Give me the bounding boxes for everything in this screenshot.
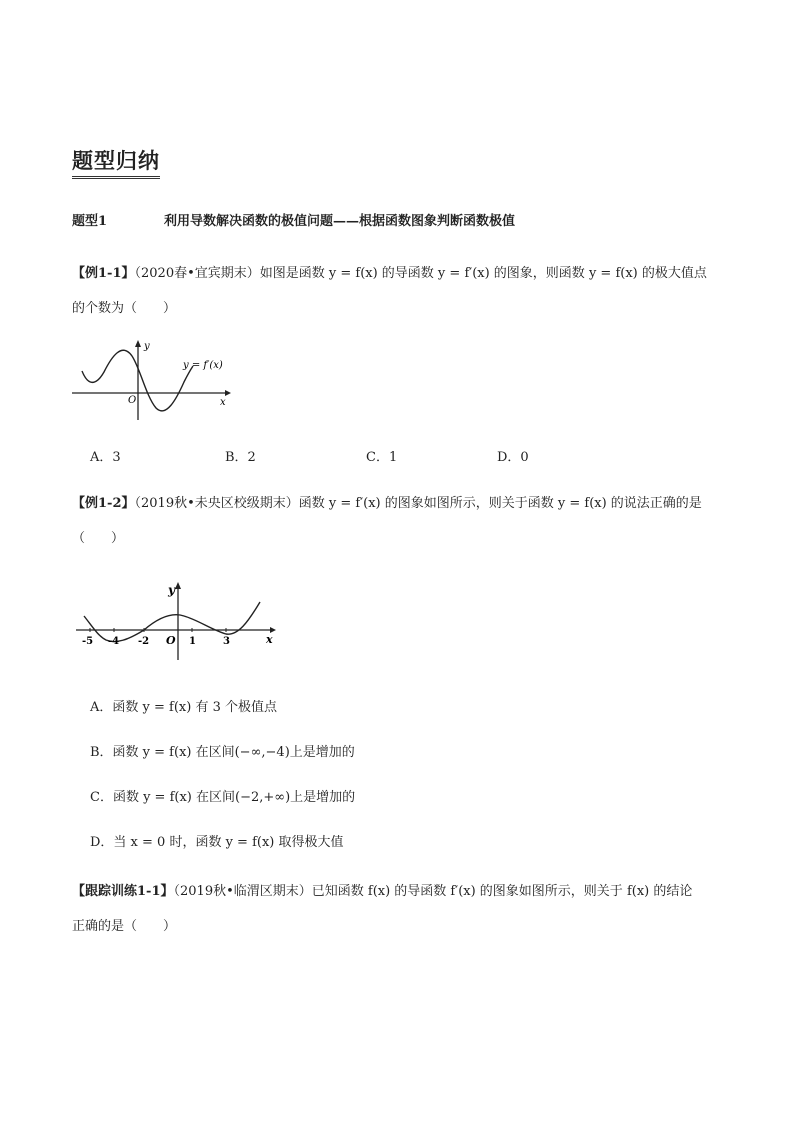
q1-stem-line1: [72, 261, 732, 287]
q2-tag: 【例1-2】: [72, 496, 135, 511]
q1-tag: 【例1-1】: [72, 266, 135, 281]
topic-text: 利用导数解决函数的极值问题——根据函数图象判断函数极值: [164, 214, 516, 229]
q1-origin-label: O: [128, 395, 137, 406]
q1-x-label: x: [220, 397, 226, 408]
q2-origin-label: O: [166, 634, 176, 647]
q2-tick-3: 3: [223, 636, 230, 647]
q2-tick-neg2: -2: [138, 636, 150, 647]
q3-tag: 【跟踪训练1-1】: [72, 884, 174, 899]
q1-option-c[interactable]: C．1: [366, 450, 398, 465]
q2-y-arrow: [175, 582, 181, 589]
q1-y-label: y: [144, 341, 150, 352]
q2-option-b[interactable]: B．函数 y = f(x) 在区间(−∞,−4)上是增加的: [90, 745, 355, 760]
q3-stem-line1: [72, 879, 732, 905]
q2-graph: [74, 578, 284, 663]
q2-option-a[interactable]: A．函数 y = f(x) 有 3 个极值点: [90, 700, 277, 715]
section-title: 题型归纳: [72, 148, 160, 179]
q3-text-line1: （2019秋•临渭区期末）已知函数 f(x) 的导函数 f′(x) 的图象如图所示，则关于 f(x) 的结论: [173, 884, 693, 899]
q1-option-b[interactable]: B．2: [225, 450, 256, 465]
q2-stem-line1: [72, 491, 732, 517]
q2-stem-line2: （ ）: [72, 531, 125, 546]
q1-graph: [70, 338, 235, 423]
q3-stem-line2: 正确的是（ ）: [72, 919, 177, 934]
q2-option-c[interactable]: C．函数 y = f(x) 在区间(−2,+∞)上是增加的: [90, 790, 356, 805]
q1-stem-line2: 的个数为（ ）: [72, 301, 177, 316]
q1-curve-label: y = f′(x): [183, 360, 223, 371]
q1-option-a[interactable]: A．3: [90, 450, 121, 465]
q2-text-line1: （2019秋•未央区校级期末）函数 y = f′(x) 的图象如图所示，则关于函数 y = f(x) 的说法正确的是: [134, 496, 702, 511]
q2-y-label: y: [168, 583, 175, 597]
q1-text-line1: （2020春•宜宾期末）如图是函数 y = f(x) 的导函数 y = f′(x) 的图象，则函数 y = f(x) 的极大值点: [134, 266, 707, 281]
q2-tick-neg5: -5: [82, 636, 94, 647]
q2-tick-neg4: -4: [108, 636, 120, 647]
q1-y-arrow: [135, 340, 141, 347]
q2-tick-1: 1: [189, 636, 196, 647]
topic-heading: [72, 210, 515, 229]
topic-label: 题型1: [72, 214, 108, 229]
q2-x-label: x: [266, 633, 273, 646]
q1-option-d[interactable]: D．0: [497, 450, 529, 465]
q2-option-d[interactable]: D．当 x = 0 时，函数 y = f(x) 取得极大值: [90, 835, 344, 850]
q1-x-arrow: [225, 390, 231, 396]
